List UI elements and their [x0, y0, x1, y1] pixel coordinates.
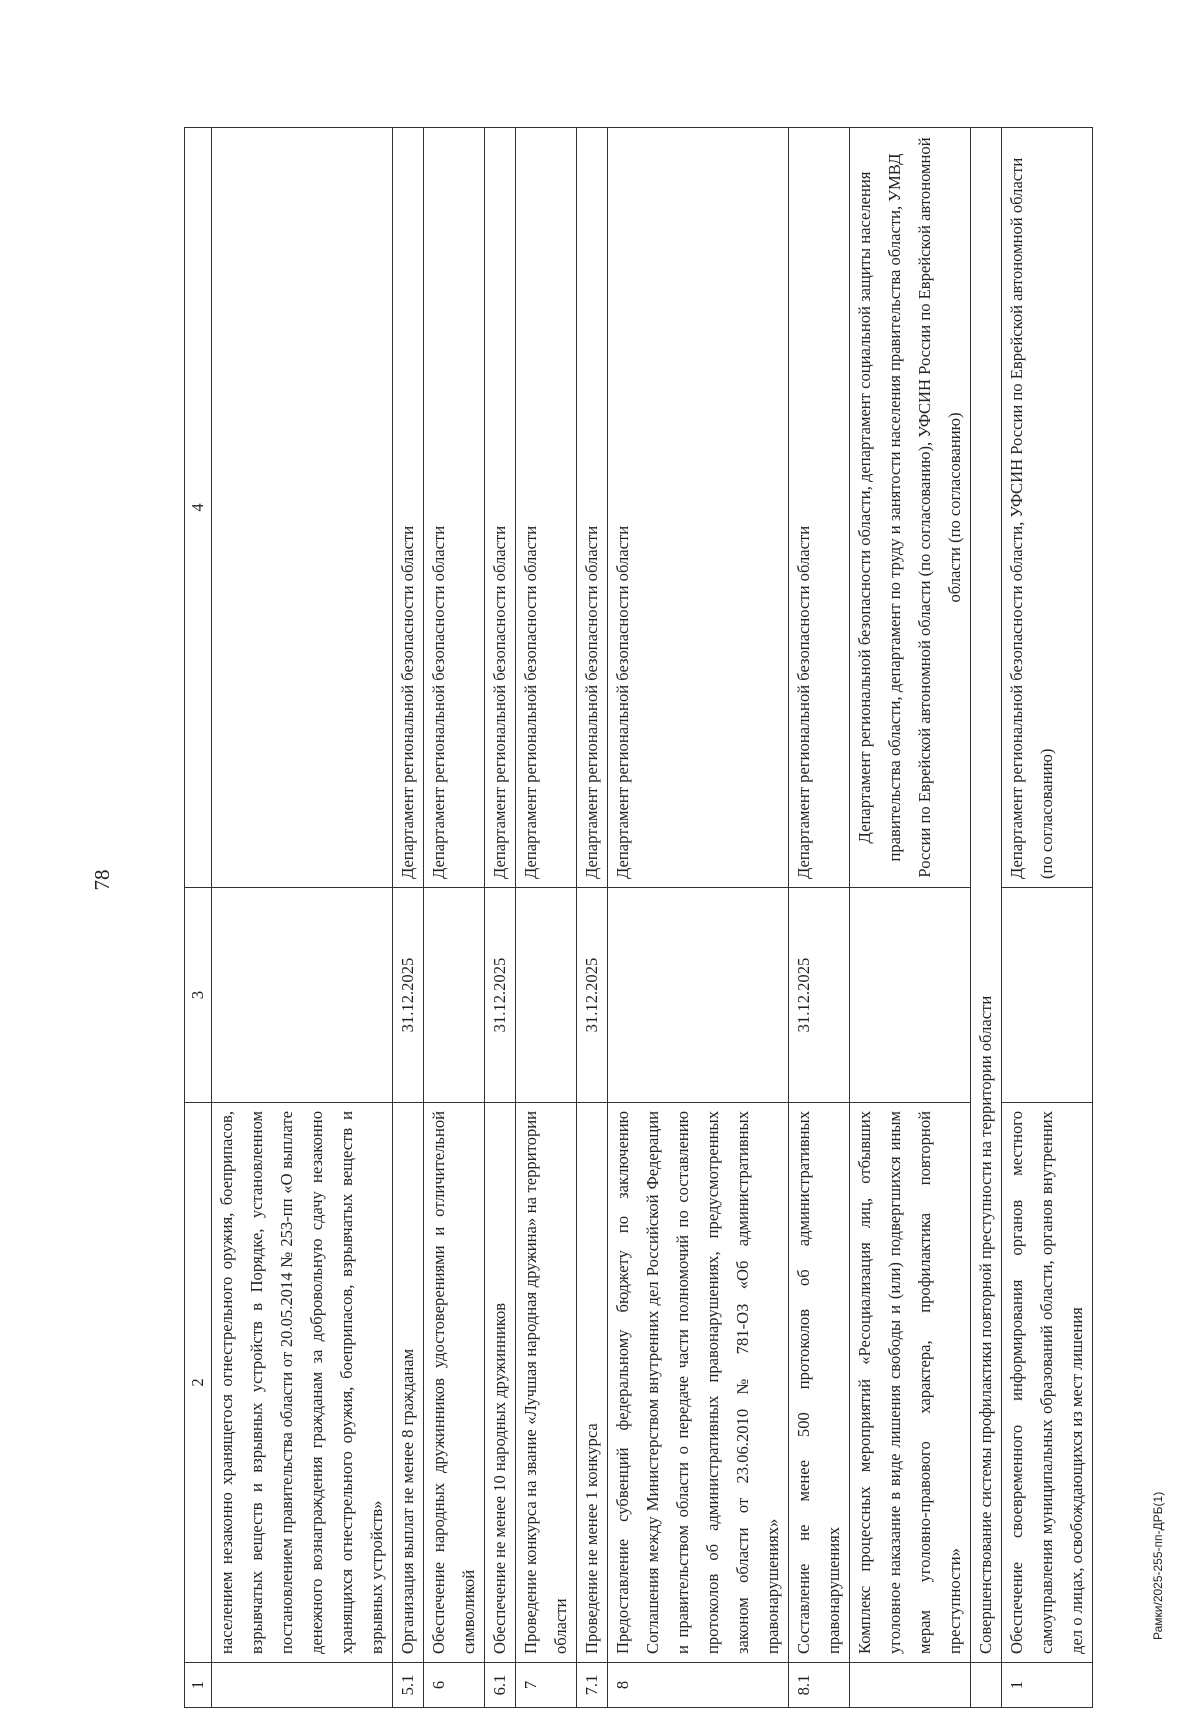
row-measure: Предоставление субвенций федеральному бюджету по заключению Соглашения между Министерством внутренних дел Российской Федерации и правительством области о передаче части полномочий по составлению протоколов об административных правонарушениях, предусмотренных законом области от 23.06.2010 № 781-ОЗ «Об административных правонарушениях» — [608, 1103, 789, 1663]
table-row — [850, 128, 971, 1708]
table-row — [608, 128, 789, 1708]
row-number — [212, 1663, 393, 1708]
row-number: 7.1 — [577, 1663, 608, 1708]
header-cell-4: 4 — [185, 128, 212, 888]
row-number: 8 — [608, 1663, 789, 1708]
row-number: 6.1 — [485, 1663, 516, 1708]
table-row — [577, 128, 608, 1708]
table-row — [516, 128, 577, 1708]
row-measure: Обеспечение своевременного информирования органов местного самоуправления муниципальных образований области, органов внутренних дел о лицах, освобождающихся из мест лишения — [1002, 1103, 1093, 1663]
row-number — [971, 1663, 1002, 1708]
row-executor: Департамент региональной безопасности области, УФСИН России по Еврейской автономной области (по согласованию) — [1002, 128, 1093, 888]
table-row — [1002, 128, 1093, 1708]
row-executor: Департамент региональной безопасности области — [393, 128, 424, 888]
table-row — [485, 128, 516, 1708]
measures-table — [184, 127, 1093, 1708]
document-sheet — [184, 128, 1089, 1708]
row-measure: Организация выплат не менее 8 гражданам — [393, 1103, 424, 1663]
row-executor: Департамент региональной безопасности области — [789, 128, 850, 888]
row-date — [424, 888, 485, 1103]
section-title: Совершенствование системы профилактики повторной преступности на территории области — [971, 128, 1002, 1663]
footer-reference: Рамки/2025-255-пп-ДРБ(1) — [1151, 1491, 1165, 1640]
row-executor: Департамент региональной безопасности области, департамент социальной защиты населения правительства области, департамент по труду и занятости населения правительства области, УМВД России по Еврейской автономной области (по согласованию), УФСИН России по Еврейской автономной области (по согласованию) — [850, 128, 971, 888]
row-executor: Департамент региональной безопасности области — [608, 128, 789, 888]
table-row — [393, 128, 424, 1708]
header-cell-2: 2 — [185, 1103, 212, 1663]
table-row — [424, 128, 485, 1708]
row-date: 31.12.2025 — [485, 888, 516, 1103]
row-measure: Обеспечение не менее 10 народных дружинников — [485, 1103, 516, 1663]
row-executor: Департамент региональной безопасности области — [424, 128, 485, 888]
row-date — [608, 888, 789, 1103]
row-executor: Департамент региональной безопасности области — [516, 128, 577, 888]
row-number: 8.1 — [789, 1663, 850, 1708]
row-measure: Составление не менее 500 протоколов об административных правонарушениях — [789, 1103, 850, 1663]
table-row — [212, 128, 393, 1708]
row-number: 1 — [1002, 1663, 1093, 1708]
row-date: 31.12.2025 — [577, 888, 608, 1103]
row-date — [850, 888, 971, 1103]
table-row — [789, 128, 850, 1708]
row-measure: Проведение не менее 1 конкурса — [577, 1103, 608, 1663]
row-date: 31.12.2025 — [393, 888, 424, 1103]
row-date: 31.12.2025 — [789, 888, 850, 1103]
row-date — [516, 888, 577, 1103]
row-number: 5.1 — [393, 1663, 424, 1708]
row-executor — [212, 128, 393, 888]
row-date — [212, 888, 393, 1103]
row-measure: Проведение конкурса на звание «Лучшая народная дружина» на территории области — [516, 1103, 577, 1663]
header-cell-3: 3 — [185, 888, 212, 1103]
row-executor: Департамент региональной безопасности области — [577, 128, 608, 888]
row-executor: Департамент региональной безопасности области — [485, 128, 516, 888]
row-measure: Обеспечение народных дружинников удостоверениями и отличительной символикой — [424, 1103, 485, 1663]
row-measure: Комплекс процессных мероприятий «Ресоциализация лиц, отбывших уголовное наказание в виде лишения свободы и (или) подвергшихся иным мерам уголовно-правового характера, профилактика повторной преступности» — [850, 1103, 971, 1663]
row-number: 6 — [424, 1663, 485, 1708]
row-date — [1002, 888, 1093, 1103]
section-row — [971, 128, 1002, 1708]
row-measure: населением незаконно хранящегося огнестрельного оружия, боеприпасов, взрывчатых веществ и взрывных устройств в Порядке, установленном постановлением правительства области от 20.05.2014 № 253-пп «О выплате денежного вознаграждения гражданам за добровольную сдачу незаконно хранящихся огнестрельного оружия, боеприпасов, взрывчатых веществ и взрывных устройств» — [212, 1103, 393, 1663]
page-number: 78 — [90, 869, 114, 891]
row-number: 7 — [516, 1663, 577, 1708]
header-cell-1: 1 — [185, 1663, 212, 1708]
table-header-row — [185, 128, 212, 1708]
row-number — [850, 1663, 971, 1708]
